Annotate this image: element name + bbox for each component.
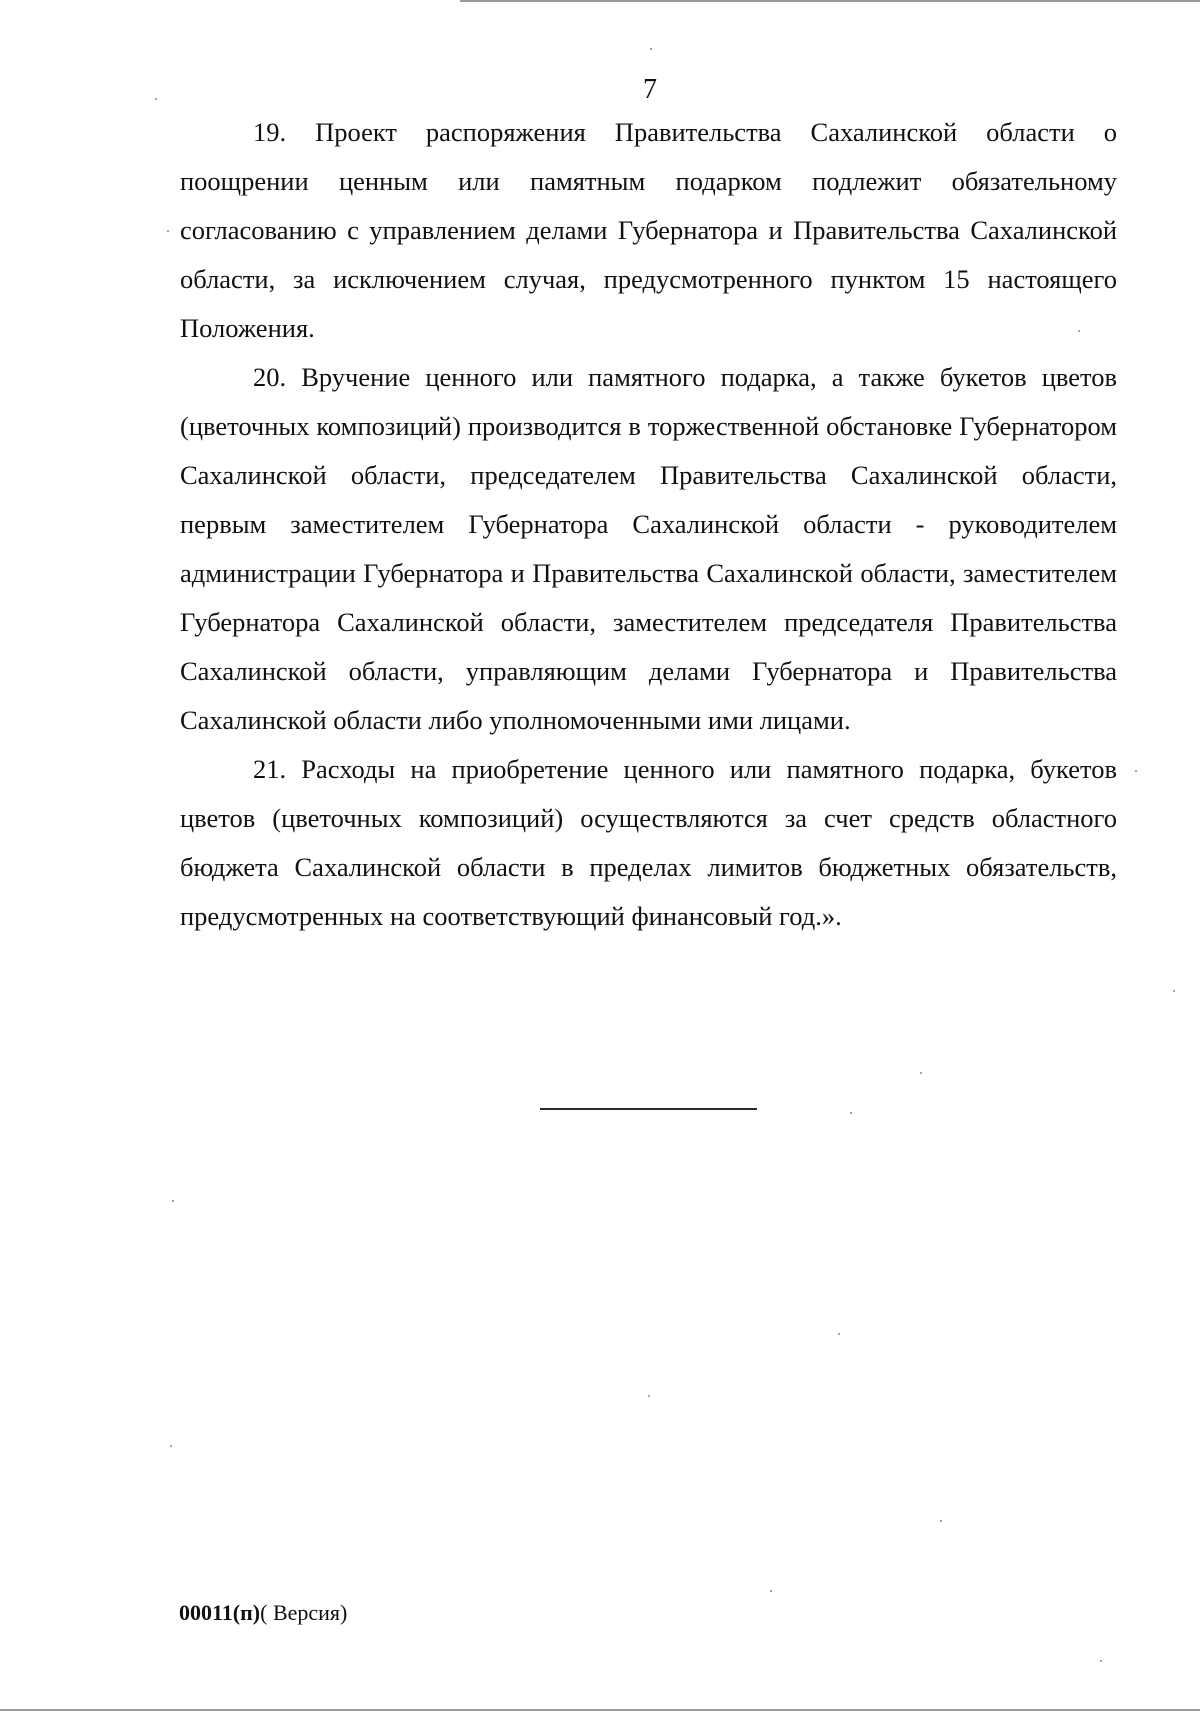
document-code: 00011(п) [179, 1600, 261, 1625]
scan-speck [650, 48, 652, 50]
top-edge-rule [460, 0, 1200, 2]
scan-speck [172, 1200, 174, 1202]
scan-speck [648, 1395, 650, 1397]
paragraph-19: 19. Проект распоряжения Правительства Сахалинской области о поощрении ценным или памятным подарком подлежит обязательному согласованию с управлением делами Губернатора и Правительства Сахалинской области, за исключением случая, предусмотренного пунктом 15 настоящего Положения. [180, 117, 1117, 343]
scan-speck [1173, 990, 1175, 992]
end-of-text-rule [540, 1108, 757, 1110]
document-version-code [179, 1598, 347, 1628]
scan-speck [155, 98, 157, 100]
scan-speck [920, 1072, 922, 1074]
scan-speck [1135, 770, 1137, 772]
document-body [180, 108, 1117, 941]
version-label: ( Версия) [260, 1600, 348, 1625]
scan-speck [838, 1333, 840, 1335]
paragraph-21: 21. Расходы на приобретение ценного или памятного подарка, букетов цветов (цветочных композиций) осуществляются за счет средств областного бюджета Сахалинской области в пределах лимитов бюджетных обязательств, предусмотренных на соответствующий финансовый год.». [180, 754, 1117, 931]
scan-speck [170, 1445, 172, 1447]
scan-speck [940, 1520, 942, 1522]
scan-speck [167, 230, 169, 232]
scan-speck [1078, 330, 1080, 332]
scan-speck [1100, 1660, 1102, 1662]
scan-speck [770, 1590, 772, 1592]
scan-speck [850, 1112, 852, 1114]
paragraph-20: 20. Вручение ценного или памятного подарка, а также букетов цветов (цветочных композиций) производится в торжественной обстановке Губернатором Сахалинской области, председателем Правительства Сахалинской области, первым заместителем Губернатора Сахалинской области - руководителем администрации Губернатора и Правительства Сахалинской области, заместителем Губернатора Сахалинской области, заместителем председателя Правительства Сахалинской области, управляющим делами Губернатора и Правительства Сахалинской области либо уполномоченными ими лицами. [180, 362, 1117, 735]
page-number: 7 [643, 74, 657, 105]
